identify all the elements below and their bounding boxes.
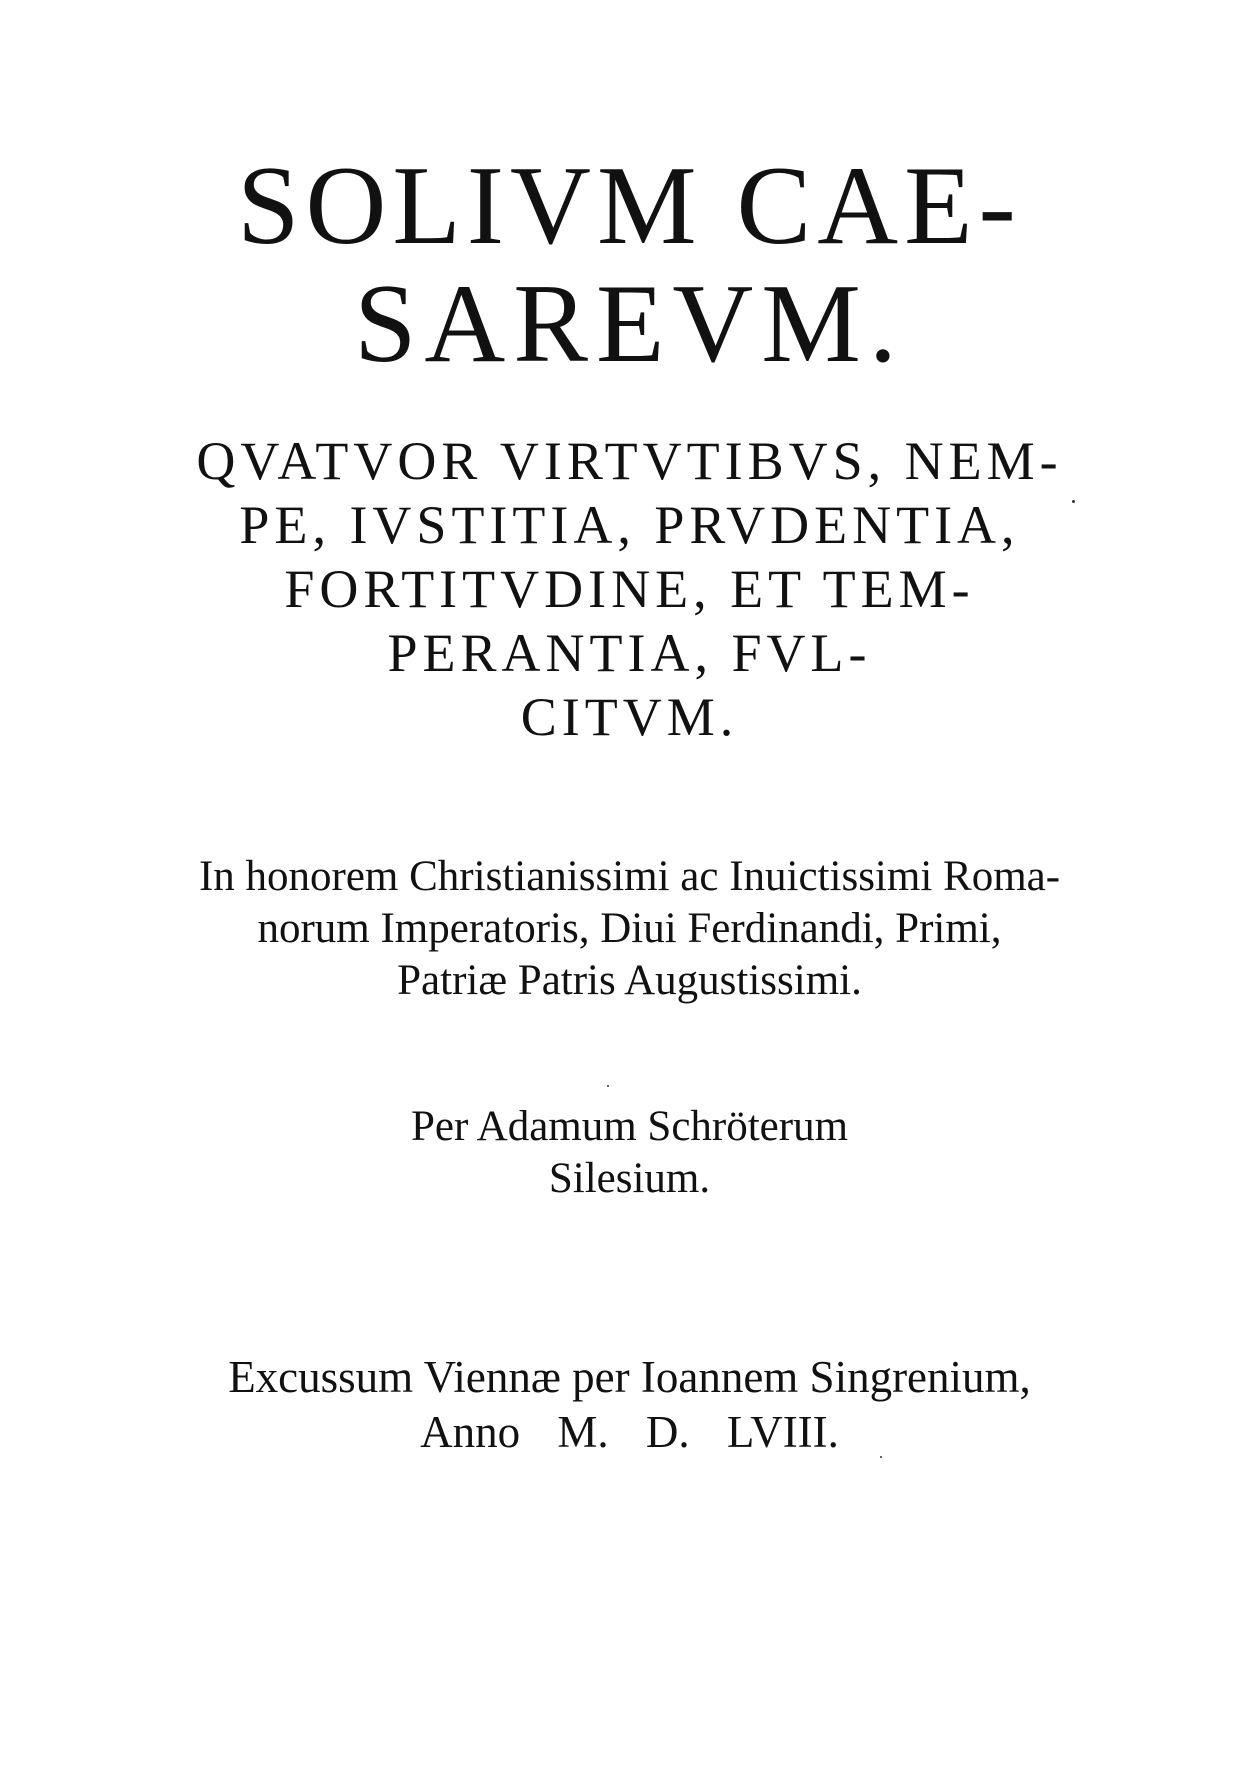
subtitle-line-1: QVATVOR VIRTVTIBVS, NEM- [196,431,1063,491]
author-line-1: Per Adamum Schröterum [410,1103,849,1150]
author-line-2: Silesium. [548,1155,711,1202]
imprint-line-1: Excussum Viennæ per Ioannem Singrenium, [228,1352,1031,1402]
subtitle-line-5: CITVM. [520,687,739,747]
dedication-line-2: norum Imperatoris, Diui Ferdinandi, Primi, [257,905,1002,952]
dedication-line-3: Patriæ Patris Augustissimi. [397,957,862,1004]
ink-speck [1072,500,1075,503]
title-line-2: SAREVM. [354,262,905,386]
ink-speck [880,1456,882,1458]
dedication-line-1: In honorem Christianissimi ac Inuictissimi Roma- [198,853,1061,900]
ink-speck [607,1085,609,1087]
subtitle-line-4: PERANTIA, FVL- [387,623,872,683]
subtitle-line-3: FORTITVDINE, ET TEM- [284,559,975,619]
title-line-1: SOLIVM CAE- [237,144,1022,268]
imprint-line-2: Anno M. D. LVIII. [420,1407,839,1457]
subtitle-line-2: PE, IVSTITIA, PRVDENTIA, [239,495,1020,555]
